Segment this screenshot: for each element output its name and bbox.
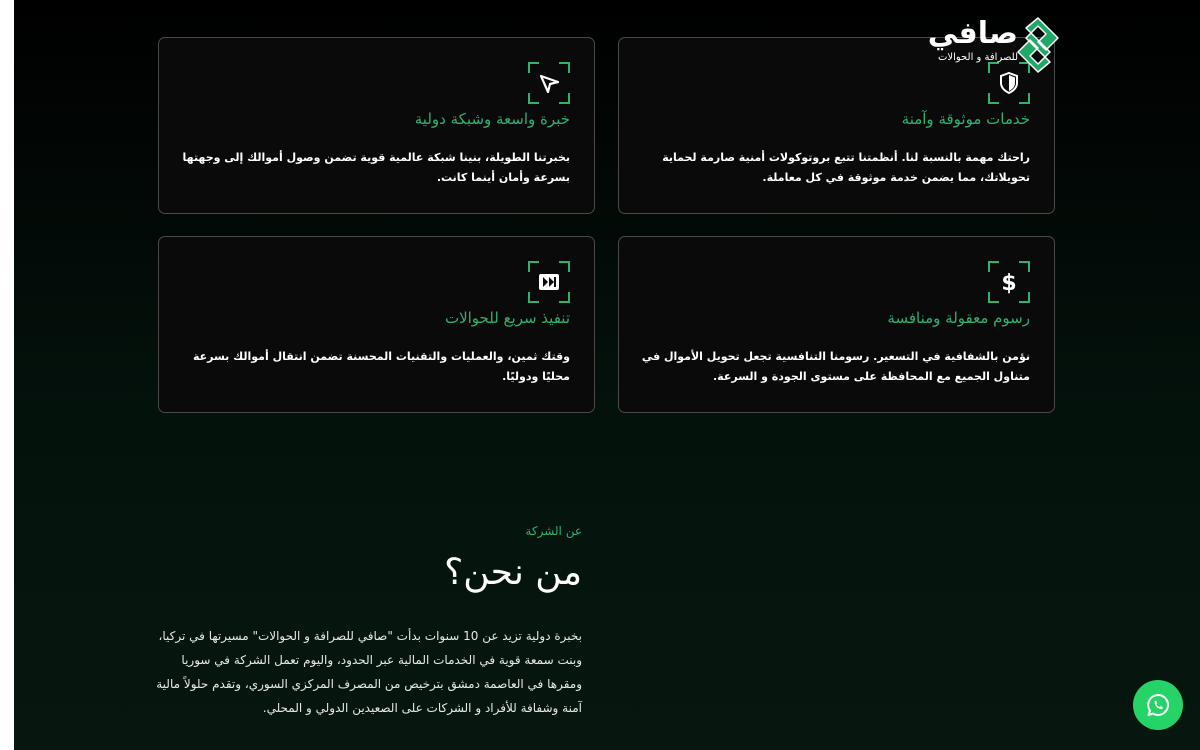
send-icon — [528, 62, 570, 104]
dollar-icon — [988, 261, 1030, 303]
about-paragraph: بخبرة دولية تزيد عن 10 سنوات بدأت "صافي للصرافة و الحوالات" مسيرتها في تركيا، وبنت سمعة قوية في الخدمات المالية عبر الحدود، واليوم تعمل الشركة في سوريا ومقرها في العاصمة دمشق بترخيص من المصرف المركزي السوري، وتقدم حلولاً مالية آمنة وشفافة للأفراد و الشركات على الصعيدين الدولي و المحلي. — [156, 629, 582, 715]
whatsapp-button[interactable] — [1133, 680, 1183, 730]
svg-text:$: $ — [1001, 271, 1017, 296]
card-description: بخبرتنا الطويلة، بنينا شبكة عالمية قوية تضمن وصول أموالك إلى وجهتها بسرعة وأمان أينما كانت. — [182, 151, 570, 184]
feature-card-fees — [618, 236, 1055, 413]
section-eyebrow: عن الشركة — [525, 524, 582, 538]
logo-mark-icon — [1016, 16, 1060, 74]
fast-forward-icon — [528, 261, 570, 303]
card-title: خبرة واسعة وشبكة دولية — [414, 110, 570, 128]
brand-logo[interactable] — [896, 16, 1062, 74]
page-edge — [0, 0, 14, 750]
whatsapp-icon — [1145, 692, 1171, 718]
logo-name: صافي — [927, 16, 1018, 51]
card-description: وقتك ثمين، والعمليات والتقنيات المحسنة تضمن انتقال أموالك بسرعة محليًا ودوليًا. — [192, 350, 570, 383]
feature-card-network — [158, 37, 595, 214]
logo-tagline: للصرافة و الحوالات — [938, 52, 1018, 63]
card-title: رسوم معقولة ومنافسة — [887, 309, 1030, 327]
card-description: نؤمن بالشفافية في التسعير. رسومنا التنافسية تجعل تحويل الأموال في متناول الجميع مع المحافظة على مستوى الجودة و السرعة. — [641, 350, 1030, 383]
card-description: راحتك مهمة بالنسبة لنا. أنظمتنا تتبع بروتوكولات أمنية صارمة لحماية تحويلاتك، مما يضمن خدمة موثوقة في كل معاملة. — [662, 151, 1030, 184]
feature-card-speed — [158, 236, 595, 413]
card-title: تنفيذ سريع للحوالات — [444, 309, 570, 327]
card-title: خدمات موثوقة وآمنة — [901, 110, 1030, 128]
about-title: من نحن؟ — [444, 552, 582, 593]
